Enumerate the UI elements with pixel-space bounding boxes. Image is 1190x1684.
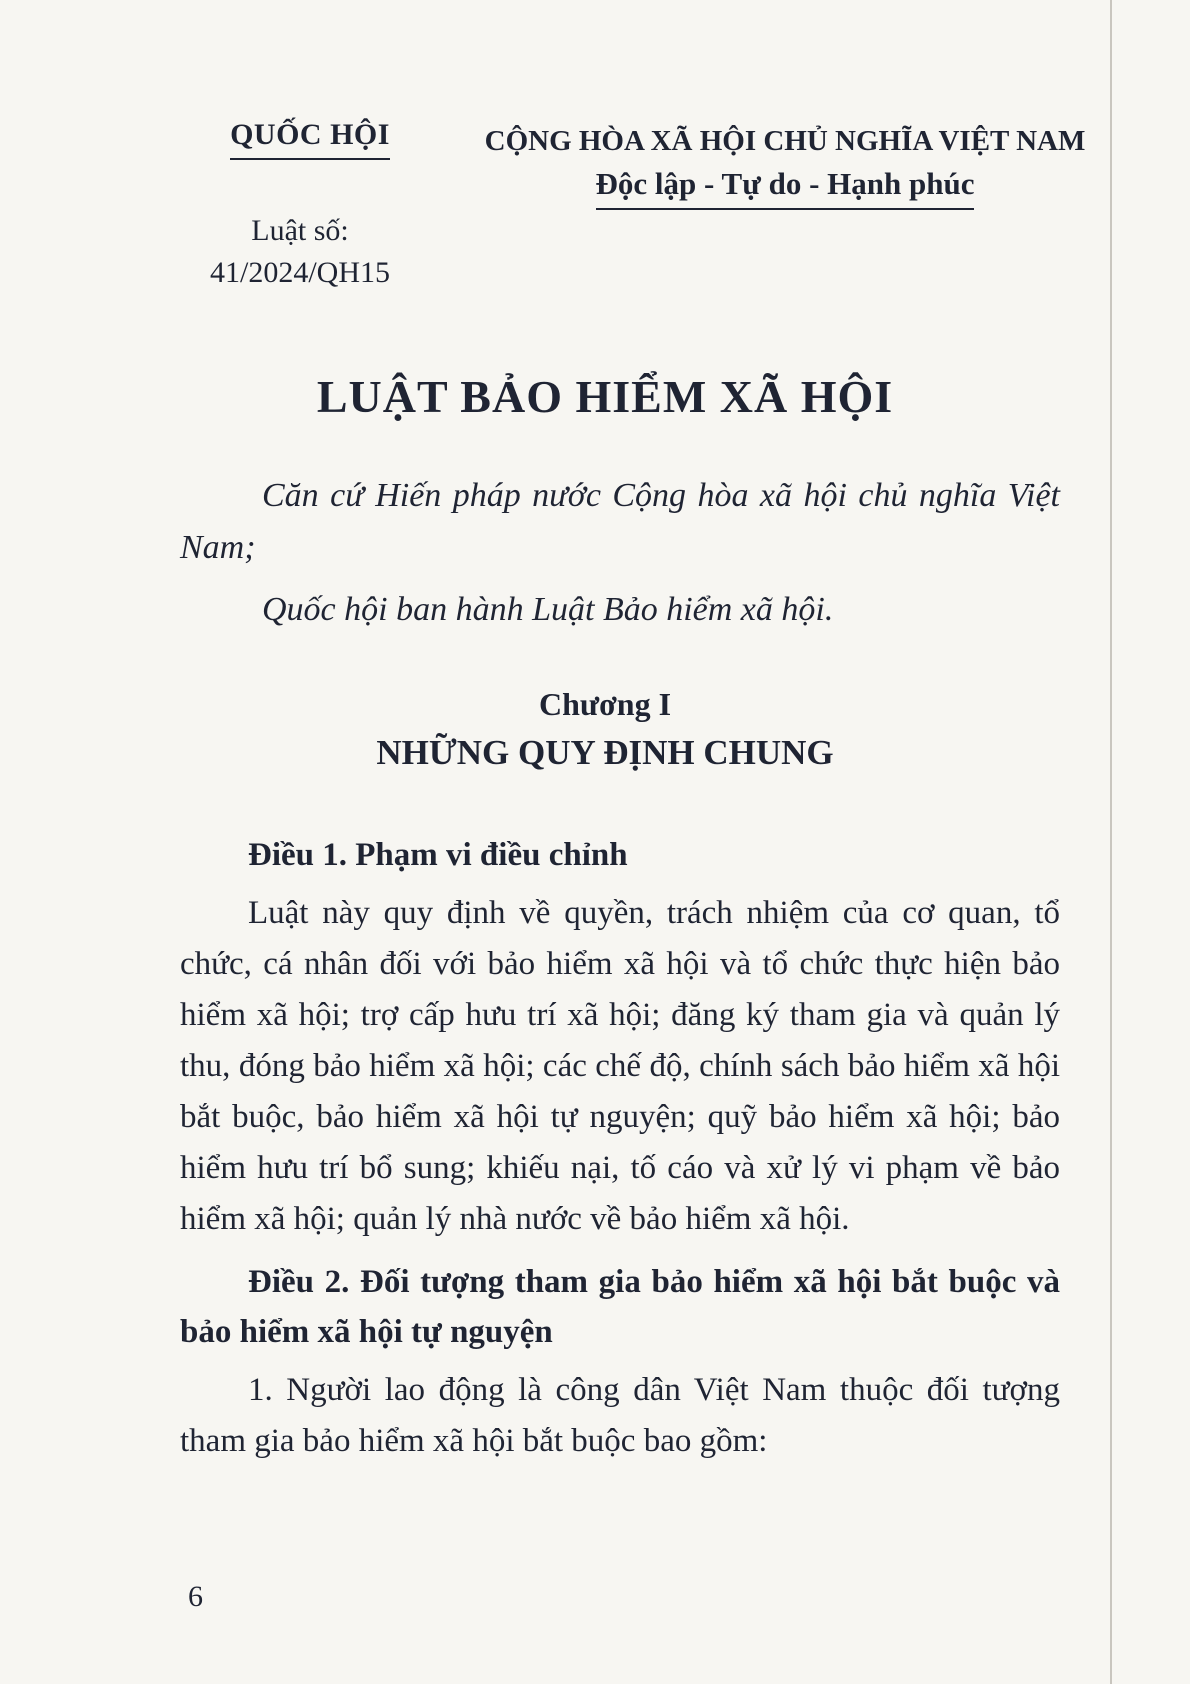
chapter-label: Chương I (538, 686, 672, 722)
article-body: 1. Người lao động là công dân Việt Nam thuộc đối tượng tham gia bảo hiểm xã hội bắt buộc bao gồm: (180, 1372, 1060, 1459)
chapter-heading (0, 680, 1190, 778)
page-edge-divider (1110, 0, 1112, 1684)
preamble-line: Quốc hội ban hành Luật Bảo hiểm xã hội. (262, 591, 834, 628)
article-heading: Điều 2. Đối tượng tham gia bảo hiểm xã hội bắt buộc và bảo hiểm xã hội tự nguyện (180, 1264, 1060, 1350)
page-number: 6 (188, 1580, 203, 1613)
law-title: LUẬT BẢO HIỂM XÃ HỘI (316, 371, 894, 422)
article-heading: Điều 1. Phạm vi điều chỉnh (248, 837, 628, 873)
republic-name: CỘNG HÒA XÃ HỘI CHỦ NGHĨA VIỆT NAM (484, 125, 1086, 157)
law-number: 41/2024/QH15 (210, 256, 390, 289)
preamble (180, 470, 1060, 636)
preamble-line: Căn cứ Hiến pháp nước Cộng hòa xã hội chủ nghĩa Việt Nam; (180, 477, 1060, 566)
national-header (470, 125, 1100, 210)
article-body: Luật này quy định về quyền, trách nhiệm của cơ quan, tổ chức, cá nhân đối với bảo hiểm xã hội và tổ chức thực hiện bảo hiểm xã hội; trợ cấp hưu trí xã hội; đăng ký tham gia và quản lý thu, đóng bảo hiểm xã hội; các chế độ, chính sách bảo hiểm xã hội bắt buộc, bảo hiểm xã hội tự nguyện; quỹ bảo hiểm xã hội; bảo hiểm hưu trí bổ sung; khiếu nại, tố cáo và xử lý vi phạm về bảo hiểm xã hội; quản lý nhà nước về bảo hiểm xã hội. (180, 895, 1060, 1237)
issuing-body (215, 118, 405, 160)
articles (180, 830, 1060, 1479)
law-number-label: Luật số: (251, 214, 349, 247)
law-number-block (180, 210, 420, 294)
chapter-name: NHỮNG QUY ĐỊNH CHUNG (376, 733, 834, 772)
national-motto: Độc lập - Tự do - Hạnh phúc (596, 166, 975, 210)
organization-name: QUỐC HỘI (230, 118, 390, 160)
